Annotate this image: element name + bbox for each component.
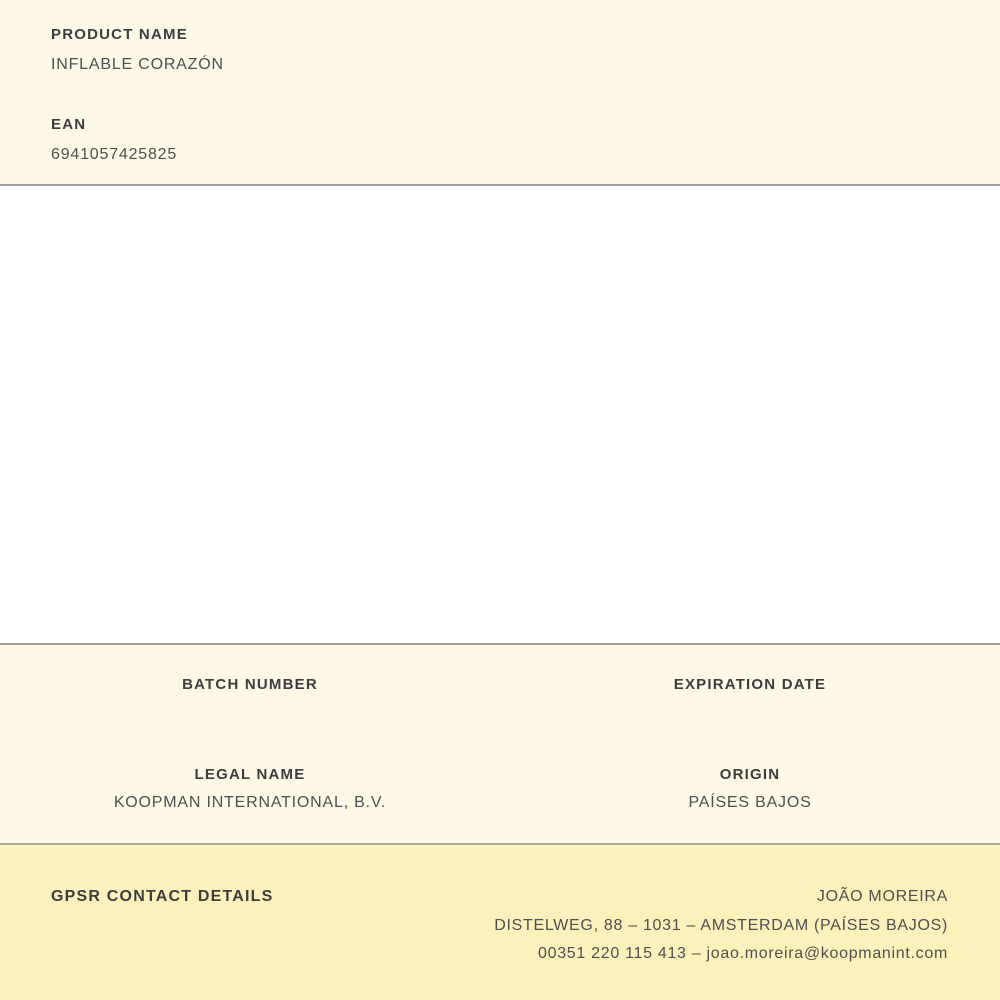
gpsr-title: GPSR CONTACT DETAILS — [51, 888, 274, 905]
expiration-date-field — [500, 675, 1000, 695]
product-header-section — [0, 0, 1000, 186]
product-name-value: INFLABLE CORAZÓN — [51, 56, 224, 73]
ean-value: 6941057425825 — [51, 146, 178, 163]
origin-field — [500, 765, 1000, 813]
legal-name-field — [0, 765, 500, 813]
details-row-legal-origin — [0, 765, 1000, 813]
product-name-field — [51, 25, 949, 75]
gpsr-contact-address: DISTELWEG, 88 – 1031 – AMSTERDAM (PAÍSES BAJOS) — [494, 916, 948, 934]
ean-label: EAN — [51, 116, 87, 133]
product-details-section — [0, 645, 1000, 845]
gpsr-contact-block — [494, 883, 948, 969]
gpsr-contact-phone-email: 00351 220 115 413 – joao.moreira@koopmanint.com — [538, 945, 948, 962]
expiration-date-label: EXPIRATION DATE — [673, 676, 827, 693]
gpsr-contact-name: JOÃO MOREIRA — [816, 888, 948, 905]
details-row-batch-expiry — [0, 675, 1000, 695]
batch-number-label: BATCH NUMBER — [182, 676, 318, 693]
batch-number-field — [0, 675, 500, 695]
ean-field — [51, 115, 949, 165]
origin-value: PAÍSES BAJOS — [688, 794, 812, 811]
gpsr-contact-section — [0, 845, 1000, 1000]
product-name-label: PRODUCT NAME — [51, 26, 188, 43]
product-image-area — [0, 186, 1000, 645]
legal-name-label: LEGAL NAME — [194, 766, 306, 783]
legal-name-value: KOOPMAN INTERNATIONAL, B.V. — [113, 794, 387, 811]
origin-label: ORIGIN — [719, 766, 781, 783]
